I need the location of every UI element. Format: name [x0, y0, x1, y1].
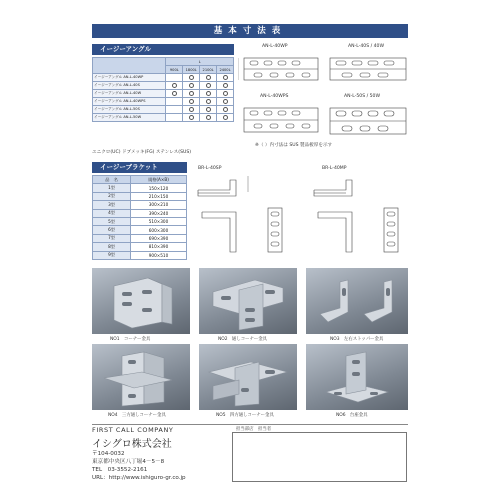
availability-cell — [183, 74, 200, 82]
bracket-type: 4型 — [93, 209, 131, 217]
angle-drawing-50s — [330, 108, 406, 134]
angle-table-row — [93, 106, 234, 114]
angle-table-row — [93, 114, 234, 122]
sus-note: ※（ ）内寸法は SUS 製品板厚を示す — [255, 143, 333, 148]
availability-cell — [217, 90, 234, 98]
bracket-table-row — [93, 184, 187, 192]
availability-cell — [217, 98, 234, 106]
available-circle-icon — [172, 83, 177, 88]
angle-product-name: イージーアングル AN-L-40WPS — [93, 98, 166, 106]
drawing-label-40wps: AN-L-40WPS — [260, 94, 289, 99]
available-circle-icon — [189, 83, 194, 88]
bracket-table-row — [93, 209, 187, 217]
bracket-size: 510×300 — [131, 217, 187, 225]
stopper-fitting-illustration — [306, 268, 408, 334]
bracket-table-row — [93, 226, 187, 234]
availability-cell — [200, 114, 217, 122]
angle-drawing-40s — [330, 58, 406, 80]
bracket-size: 810×390 — [131, 243, 187, 251]
photo-caption-6: NO6 台座金具 — [336, 413, 368, 418]
available-circle-icon — [172, 91, 177, 96]
bracket-drawings — [190, 172, 410, 260]
availability-cell — [200, 98, 217, 106]
availability-cell — [183, 98, 200, 106]
angle-drawings — [238, 50, 410, 142]
bracket-section-heading: イージーブラケット — [92, 162, 187, 173]
angle-drawing-40wps — [244, 108, 318, 132]
angle-table-row — [93, 74, 234, 82]
bracket-type: 9型 — [93, 251, 131, 259]
bracket-table-row — [93, 251, 187, 259]
photo-stopper-fitting — [306, 268, 408, 334]
angle-col-header: 900L — [166, 66, 183, 74]
corner-fitting-illustration — [92, 268, 190, 334]
photo-corner-fitting — [92, 268, 190, 334]
drawing-label-40s-40w: AN-L-40S / 40W — [348, 44, 384, 49]
angle-col-header: 2100L — [200, 66, 217, 74]
three-way-corner-illustration — [92, 344, 190, 410]
available-circle-icon — [206, 115, 211, 120]
available-circle-icon — [189, 99, 194, 104]
photo-caption-4: NO4 三方通しコーナー金具 — [108, 413, 166, 418]
photo-three-way-corner — [92, 344, 190, 410]
footer-divider — [92, 424, 408, 425]
angle-section-heading: イージーアングル — [92, 44, 234, 55]
availability-cell — [217, 74, 234, 82]
bracket-type: 1型 — [93, 184, 131, 192]
bracket-size: 390×240 — [131, 209, 187, 217]
photo-caption-2: NO2 通しコーナー金具 — [218, 337, 268, 342]
availability-cell — [217, 82, 234, 90]
availability-cell — [166, 106, 183, 114]
through-corner-illustration — [199, 268, 297, 334]
bracket-table-row — [93, 192, 187, 200]
contact-stamp-box — [232, 432, 407, 482]
availability-cell — [183, 90, 200, 98]
available-circle-icon — [223, 83, 228, 88]
bracket-table-row — [93, 201, 187, 209]
angle-table-row — [93, 90, 234, 98]
availability-cell — [183, 82, 200, 90]
bracket-type: 7型 — [93, 234, 131, 242]
finish-note: ユニクロ(UC) ドブメッキ(FG) ステンレス(SUS) — [92, 150, 192, 155]
photo-caption-3: NO3 左右ストッパー金具 — [330, 337, 384, 342]
bracket-size: 690×390 — [131, 234, 187, 242]
drawing-label-50s-50w: AN-L-50S / 50W — [344, 94, 380, 99]
angle-col-header: 2400L — [217, 66, 234, 74]
page-title: 基本寸法表 — [92, 24, 408, 38]
bracket-name-header: 品 名 — [93, 176, 131, 184]
availability-cell — [183, 106, 200, 114]
angle-spec-table — [92, 57, 234, 122]
bracket-type: 5型 — [93, 217, 131, 225]
available-circle-icon — [189, 107, 194, 112]
availability-cell — [217, 114, 234, 122]
bracket-drawing-40sp — [198, 176, 282, 252]
photo-through-corner-fitting — [199, 268, 297, 334]
available-circle-icon — [206, 99, 211, 104]
bracket-label-40mp: BR-L-40MP — [322, 166, 347, 171]
angle-product-name: イージーアングル AN-L-50W — [93, 114, 166, 122]
angle-product-name: イージーアングル AN-L-50S — [93, 106, 166, 114]
availability-cell — [200, 106, 217, 114]
available-circle-icon — [223, 91, 228, 96]
base-fitting-illustration — [306, 344, 408, 410]
photo-caption-1: NO1 コーナー金具 — [110, 337, 151, 342]
bracket-spec-table — [92, 175, 187, 260]
available-circle-icon — [223, 75, 228, 80]
available-circle-icon — [189, 75, 194, 80]
availability-cell — [200, 82, 217, 90]
photo-base-fitting — [306, 344, 408, 410]
angle-product-name: イージーアングル AN-L-40W — [93, 90, 166, 98]
photo-caption-5: NO5 四方通しコーナー金具 — [216, 413, 274, 418]
angle-col-header: 1800L — [183, 66, 200, 74]
bracket-type: 3型 — [93, 201, 131, 209]
angle-product-name: イージーアングル AN-L-40WP — [93, 74, 166, 82]
availability-cell — [166, 82, 183, 90]
four-way-corner-illustration — [199, 344, 297, 410]
availability-cell — [217, 106, 234, 114]
bracket-size: 150×120 — [131, 184, 187, 192]
photo-four-way-corner — [199, 344, 297, 410]
company-address: 東京都中央区八丁堀4－5－8 — [92, 459, 165, 465]
bracket-table-row — [93, 234, 187, 242]
angle-length-header: L — [166, 58, 234, 66]
available-circle-icon — [189, 91, 194, 96]
availability-cell — [183, 114, 200, 122]
bracket-label-40sp: BR-L-40SP — [198, 166, 222, 171]
contact-label: 担当部店 担当者 — [236, 427, 272, 432]
available-circle-icon — [223, 115, 228, 120]
bracket-type: 8型 — [93, 243, 131, 251]
company-phone: TEL 03-3552-2161 — [92, 467, 148, 473]
angle-drawing-40wp — [238, 58, 318, 80]
bracket-size: 900×510 — [131, 251, 187, 259]
availability-cell — [200, 90, 217, 98]
available-circle-icon — [223, 107, 228, 112]
angle-name-header — [93, 58, 166, 74]
available-circle-icon — [189, 115, 194, 120]
availability-cell — [166, 114, 183, 122]
available-circle-icon — [206, 75, 211, 80]
bracket-type: 6型 — [93, 226, 131, 234]
bracket-drawing-40mp — [314, 180, 398, 252]
postal-code: 〒104-0032 — [92, 451, 125, 457]
available-circle-icon — [206, 107, 211, 112]
available-circle-icon — [223, 99, 228, 104]
company-name: イシグロ株式会社 — [92, 439, 172, 450]
availability-cell — [166, 90, 183, 98]
availability-cell — [166, 98, 183, 106]
bracket-size: 210×150 — [131, 192, 187, 200]
bracket-table-row — [93, 243, 187, 251]
bracket-size-header: 規格(A×B) — [131, 176, 187, 184]
angle-table-row — [93, 98, 234, 106]
company-url[interactable]: URL：http://www.ishiguro-gr.co.jp — [92, 475, 186, 481]
availability-cell — [200, 74, 217, 82]
availability-cell — [166, 74, 183, 82]
drawing-label-40wp: AN-L-40WP — [262, 44, 288, 49]
available-circle-icon — [206, 91, 211, 96]
bracket-table-row — [93, 217, 187, 225]
company-tagline: FIRST CALL COMPANY — [92, 426, 174, 434]
bracket-type: 2型 — [93, 192, 131, 200]
angle-product-name: イージーアングル AN-L-40S — [93, 82, 166, 90]
angle-table-row — [93, 82, 234, 90]
bracket-size: 600×300 — [131, 226, 187, 234]
bracket-size: 300×210 — [131, 201, 187, 209]
available-circle-icon — [206, 83, 211, 88]
